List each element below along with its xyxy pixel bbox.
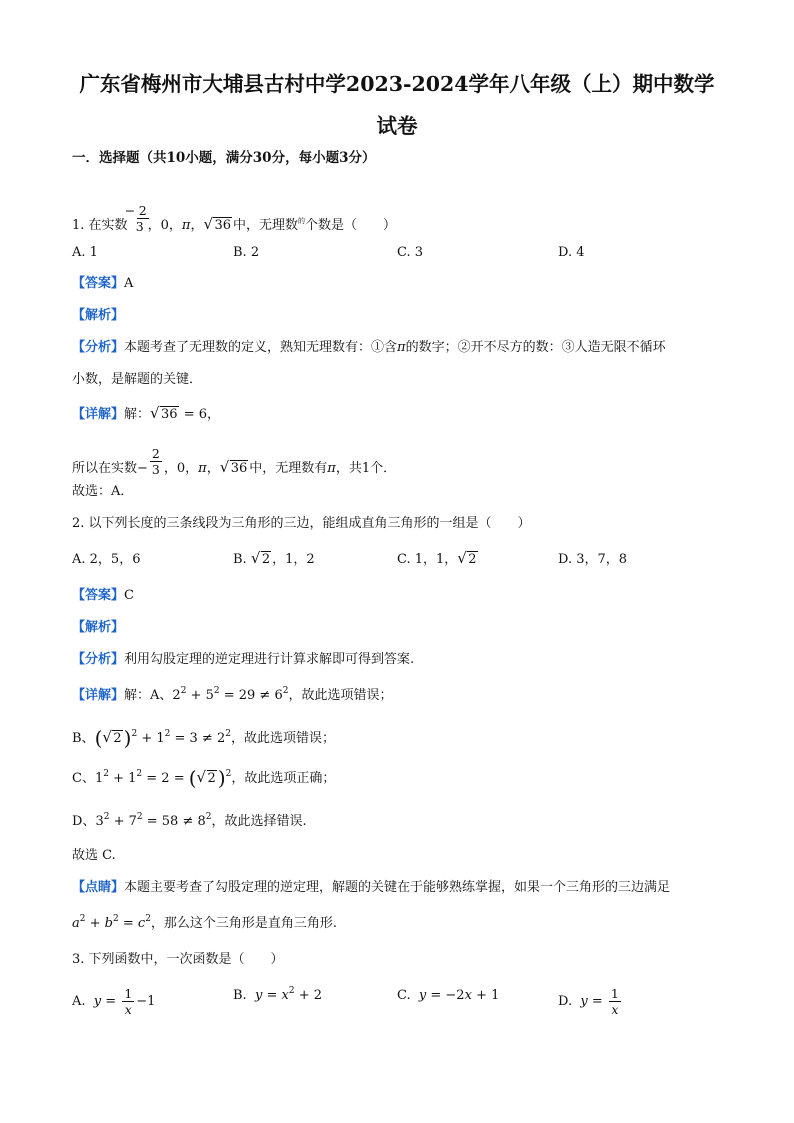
q3-option-a: A. y = $\frac{1}{x}$ −1 <box>72 986 156 1017</box>
q2-option-a: A. 2，5，6 <box>72 552 141 567</box>
q1-option-a: A. 1 <box>72 245 98 260</box>
q2-detail-a: 【详解】解：A、$2^2 + 5^2 = 29 \ne 6^2$，故此选项错误； <box>72 686 393 703</box>
page-title-line1: 广东省梅州市大埔县古村中学2023-2024学年八年级（上）期中数学 <box>79 72 715 96</box>
q3-option-b: B. $y = x^2 + 2$ <box>233 986 322 1003</box>
page-title-line2: 试卷 <box>376 114 418 138</box>
q2-detail-c: C、$1^2 + 1^2 = 2$ = (√ 2 )$^2$，故此选项正确； <box>72 768 335 789</box>
q1-fenxi-line1: 【分析】本题考查了无理数的定义，熟知无理数有：①含π的数字；②开不尽方的数：③人造无限不循环 <box>72 340 666 355</box>
q2-detail-d: D、$3^2 + 7^2 = 58 \ne 8^2$，故此选择错误. <box>72 812 307 829</box>
q3-option-d: D. y = $\frac{1}{x}$ <box>558 986 619 1017</box>
sqrt-36: √ 36 <box>204 216 232 236</box>
q2-analysis-tag: 【解析】 <box>72 620 125 635</box>
fraction-neg-two-thirds: − 2 3 <box>124 203 147 234</box>
q3-stem: 3. 下列函数中，一次函数是（ ） <box>72 952 284 967</box>
q2-option-b: B. √ 2 ，1，2 <box>233 550 315 570</box>
q1-detail-line2: 所以在实数− $\frac{2}{3}$ ，0，π，√ 36 中，无理数有π，共1个． <box>72 446 396 479</box>
q1-answer: 【答案】A <box>72 276 134 291</box>
q2-point-line1: 【点睛】本题主要考查了勾股定理的逆定理，解题的关键在于能够熟练掌握，如果一个三角形的三边满足 <box>72 880 671 895</box>
q1-option-b: B. 2 <box>233 245 260 260</box>
q2-choose: 故选 C. <box>72 848 116 863</box>
q1-analysis-tag: 【解析】 <box>72 308 125 323</box>
section-heading: 一．选择题（共10小题，满分30分，每小题3分） <box>72 150 376 166</box>
q2-fenxi: 【分析】利用勾股定理的逆定理进行计算求解即可得到答案. <box>72 652 415 667</box>
q1-detail: 【详解】解：√ 36 = 6， <box>72 405 220 425</box>
q2-option-d: D. 3，7，8 <box>558 552 628 567</box>
q2-answer: 【答案】C <box>72 588 134 603</box>
q1-option-d: D. 4 <box>558 245 585 260</box>
q2-detail-b: B、(√ 2 )$^2 + 1^2 = 3 \ne 2^2$，故此选项错误； <box>72 728 335 749</box>
q1-fenxi-line2: 小数，是解题的关键． <box>72 372 203 387</box>
q3-option-c: C. y = −2x + 1 <box>397 988 500 1003</box>
q2-option-c: C. 1，1，√ 2 <box>397 550 479 570</box>
q2-point-line2: $a^2 + b^2 = c^2$，那么这个三角形是直角三角形. <box>72 914 338 931</box>
q1-stem: 1. 在实数 − 2 3 ，0，π，√ 36 中，无理数$^的$个数是（ ） <box>72 203 396 236</box>
q1-option-c: C. 3 <box>397 245 424 260</box>
q1-choose: 故选：A． <box>72 484 134 499</box>
q2-stem: 2. 以下列长度的三条线段为三角形的三边，能组成直角三角形的一组是（ ） <box>72 516 531 531</box>
